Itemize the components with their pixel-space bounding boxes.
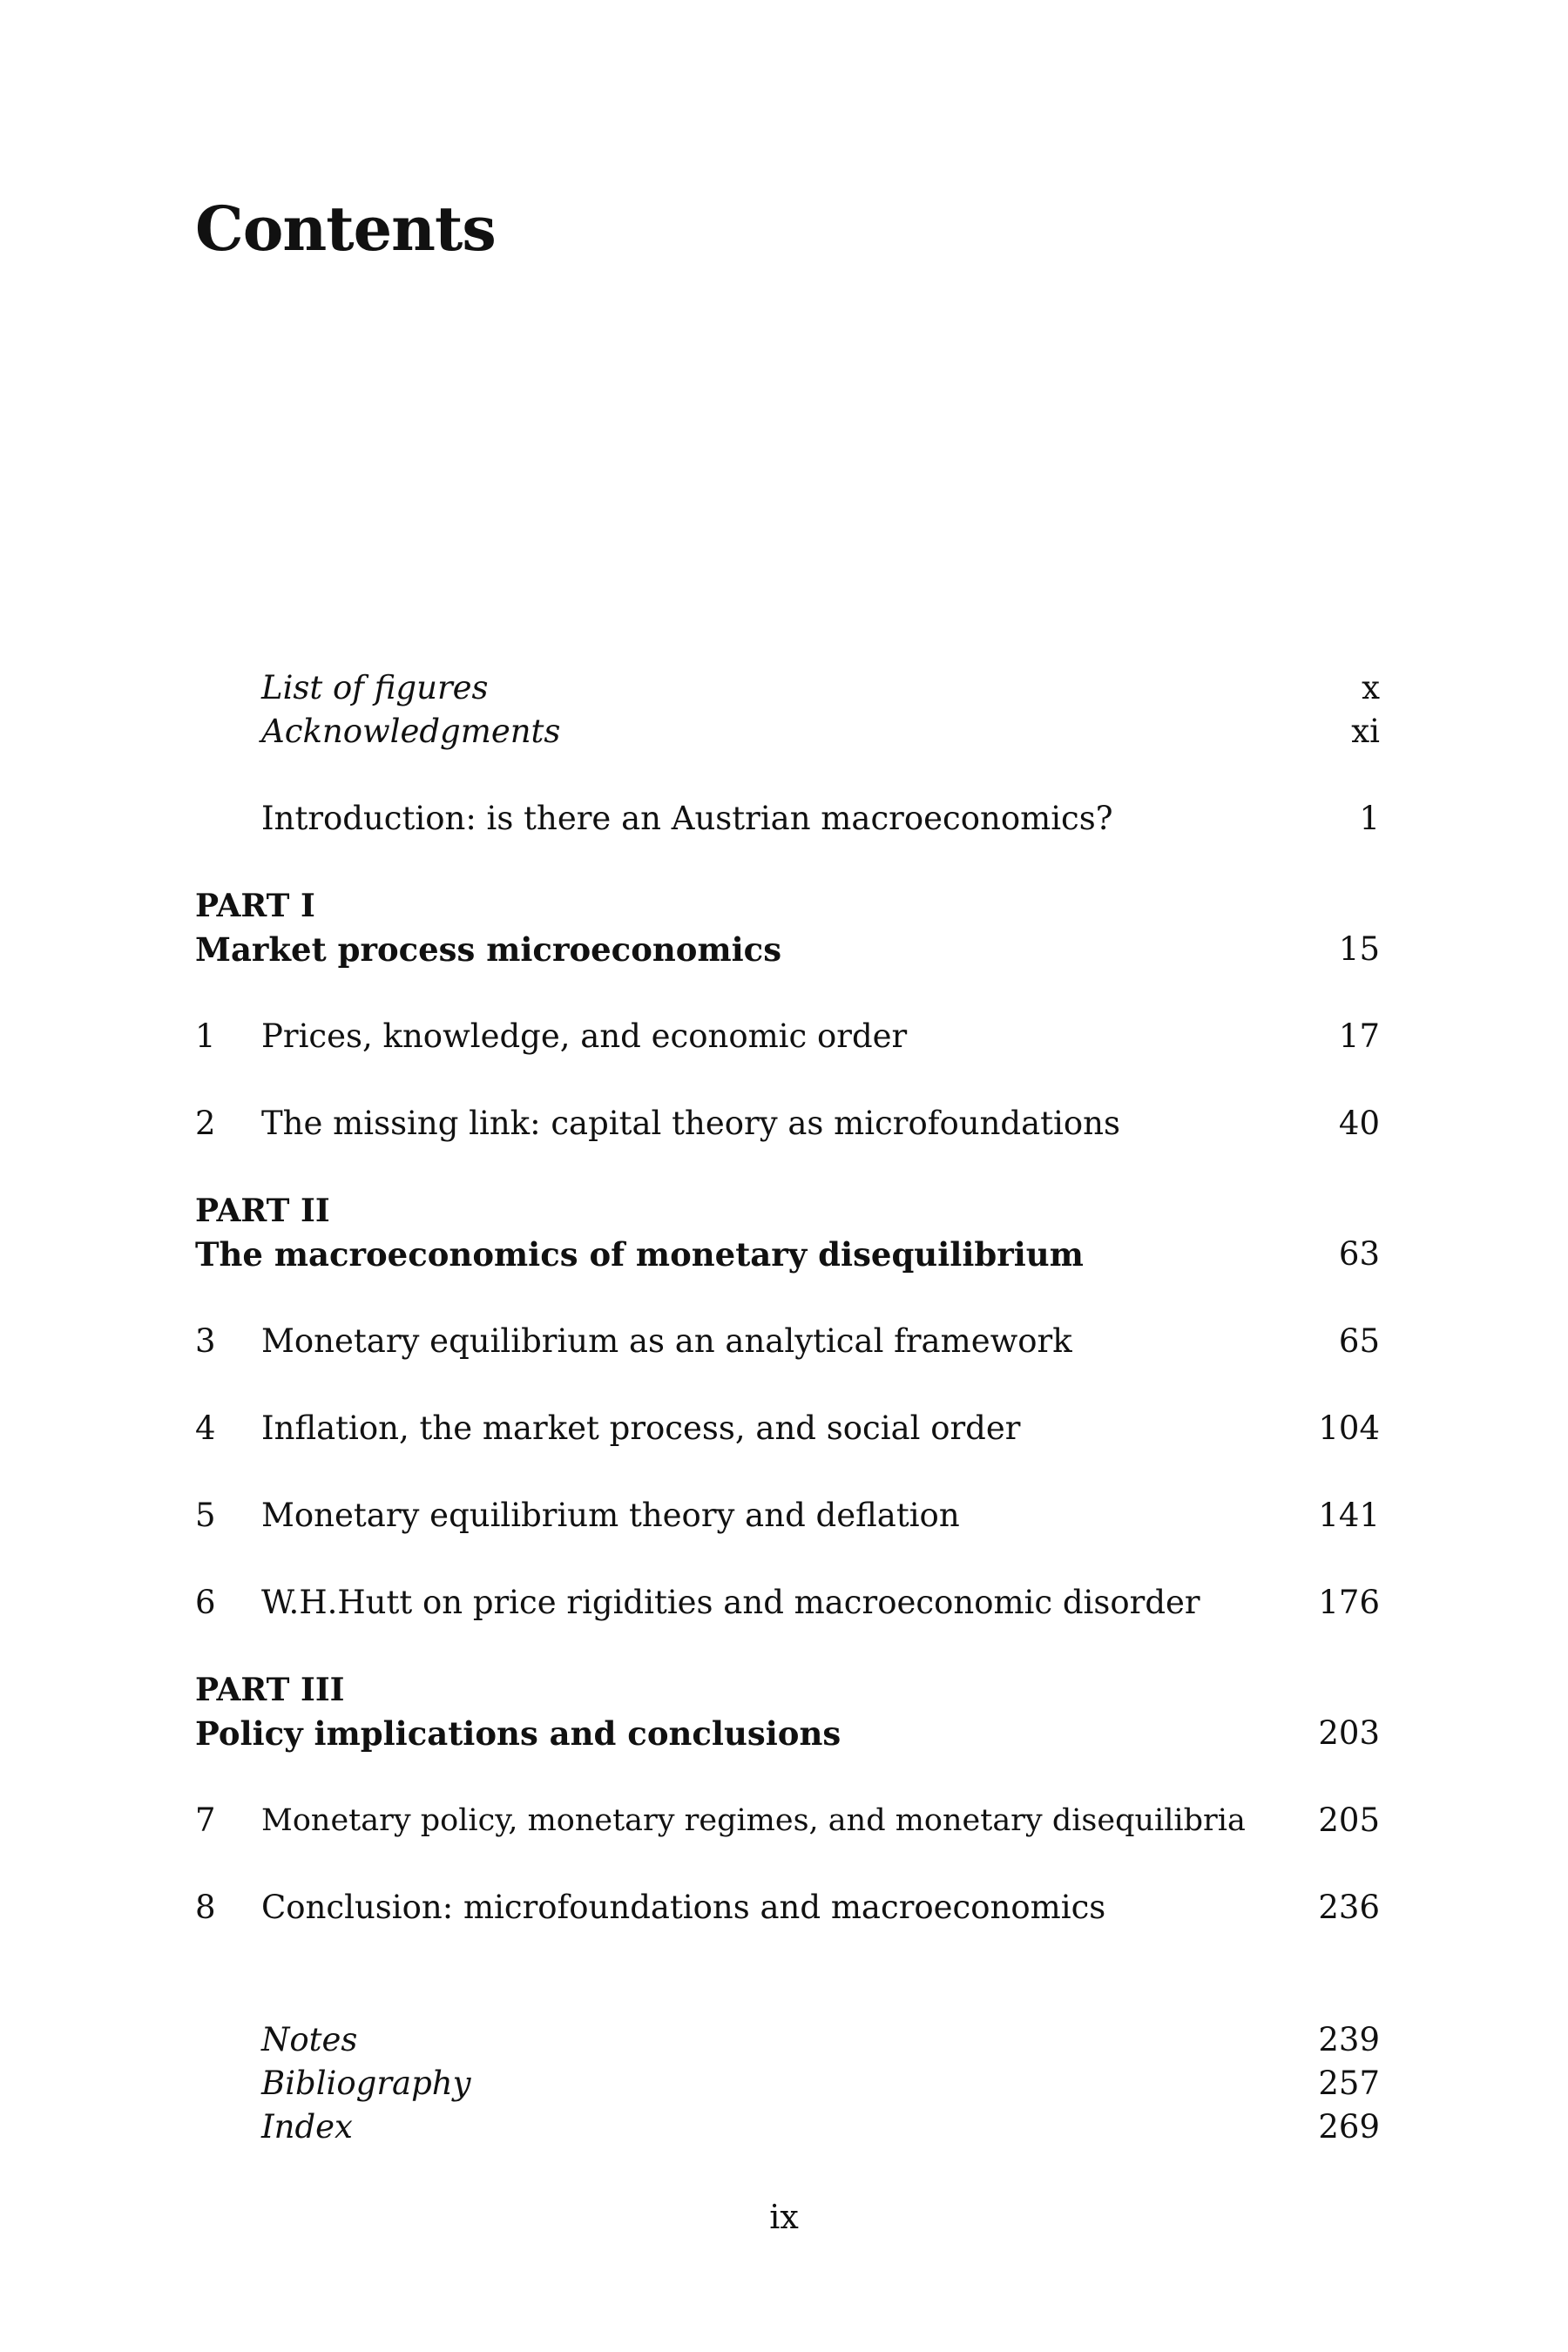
chapter-number: 8 <box>195 1889 216 1926</box>
toc-chapter-entry[interactable] <box>195 1320 1380 1363</box>
toc-entry-page: 141 <box>1318 1497 1380 1534</box>
toc-chapter-entry[interactable] <box>195 1799 1380 1842</box>
part-title-label: The macroeconomics of monetary disequilibrium <box>195 1235 1084 1274</box>
chapter-title: Inflation, the market process, and social order <box>261 1409 1021 1447</box>
toc-entry-acknowledgments[interactable] <box>195 710 1380 754</box>
toc-entry-page: 203 <box>1318 1714 1380 1752</box>
toc-entry-bibliography[interactable] <box>195 2062 1380 2105</box>
chapter-title: Prices, knowledge, and economic order <box>261 1017 908 1055</box>
toc-entry-notes[interactable] <box>195 2018 1380 2062</box>
toc-entry-label: Introduction: is there an Austrian macroeconomics? <box>261 800 1113 837</box>
chapter-number: 3 <box>195 1322 216 1360</box>
chapter-number: 6 <box>195 1584 216 1621</box>
toc-chapter-entry[interactable] <box>195 1407 1380 1450</box>
toc-part-title[interactable] <box>195 1233 1380 1276</box>
chapter-title: Monetary equilibrium theory and deflation <box>261 1497 960 1534</box>
chapter-number: 7 <box>195 1801 216 1839</box>
chapter-title: W.H.Hutt on price rigidities and macroeconomic disorder <box>261 1584 1200 1621</box>
toc-entry-page: 17 <box>1338 1017 1380 1055</box>
toc-part-title[interactable] <box>195 1712 1380 1755</box>
toc-entry-label: Notes <box>261 2021 358 2058</box>
chapter-title: The missing link: capital theory as microfoundations <box>261 1105 1120 1142</box>
part-number: PART II <box>195 1193 330 1229</box>
part-title-label: Policy implications and conclusions <box>195 1714 841 1753</box>
toc-entry-page: 65 <box>1338 1322 1380 1360</box>
toc-entry-label: List of figures <box>261 669 489 706</box>
toc-entry-page: xi <box>1351 713 1380 750</box>
toc-entry-page: 176 <box>1318 1584 1380 1621</box>
part-number: PART I <box>195 888 315 924</box>
toc-entry-label: Acknowledgments <box>261 713 561 750</box>
toc-entry-page: 269 <box>1318 2108 1380 2146</box>
toc-entry-introduction[interactable] <box>195 797 1380 841</box>
page-title: Contents <box>195 193 496 265</box>
toc-entry-index[interactable] <box>195 2105 1380 2149</box>
toc-entry-page: 15 <box>1338 930 1380 968</box>
toc-entry-page: 1 <box>1359 800 1380 837</box>
page-number: ix <box>769 2198 799 2236</box>
toc-entry-page: 257 <box>1318 2065 1380 2102</box>
toc-chapter-entry[interactable] <box>195 1886 1380 1930</box>
part-title-label: Market process microeconomics <box>195 930 782 969</box>
toc-chapter-entry[interactable] <box>195 1102 1380 1146</box>
chapter-number: 4 <box>195 1409 216 1447</box>
toc-chapter-entry[interactable] <box>195 1581 1380 1625</box>
toc-entry-page: x <box>1362 669 1380 706</box>
toc-chapter-entry[interactable] <box>195 1494 1380 1538</box>
toc-entry-page: 205 <box>1318 1801 1380 1839</box>
toc-entry-label: Bibliography <box>261 2065 471 2102</box>
toc-chapter-entry[interactable] <box>195 1015 1380 1058</box>
toc-entry-list-of-figures[interactable] <box>195 666 1380 710</box>
part-number: PART III <box>195 1672 345 1708</box>
toc-entry-page: 104 <box>1318 1409 1380 1447</box>
toc-entry-page: 63 <box>1338 1235 1380 1273</box>
chapter-number: 2 <box>195 1105 216 1142</box>
toc-entry-label: Index <box>261 2108 353 2146</box>
toc-entry-page: 40 <box>1338 1105 1380 1142</box>
chapter-title: Conclusion: microfoundations and macroeconomics <box>261 1889 1106 1926</box>
chapter-title: Monetary policy, monetary regimes, and monetary disequilibria <box>261 1803 1246 1838</box>
chapter-title: Monetary equilibrium as an analytical framework <box>261 1322 1072 1360</box>
toc-entry-page: 236 <box>1318 1889 1380 1926</box>
chapter-number: 1 <box>195 1017 216 1055</box>
toc-entry-page: 239 <box>1318 2021 1380 2058</box>
toc-part-title[interactable] <box>195 928 1380 971</box>
chapter-number: 5 <box>195 1497 216 1534</box>
